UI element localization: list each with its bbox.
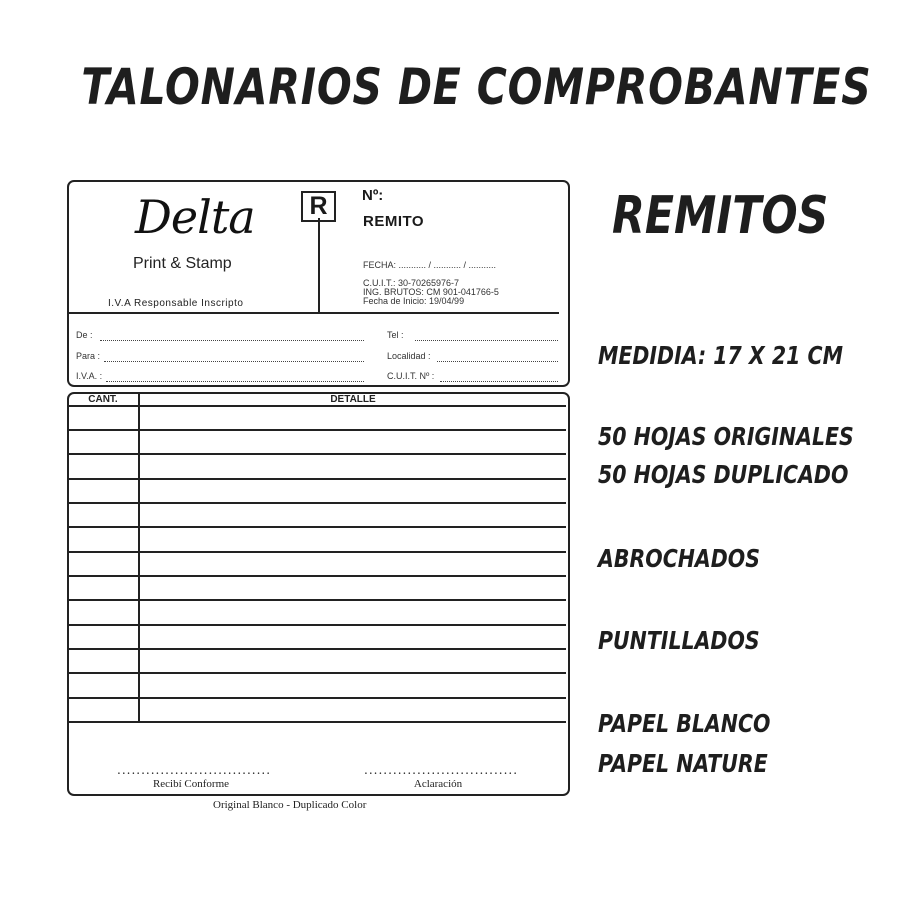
spec-binding: ABROCHADOS xyxy=(598,544,760,573)
fecha-field: FECHA: ........... / ........... / ........... xyxy=(363,260,497,270)
table-row-rule xyxy=(69,575,566,577)
spec-perforation: PUNTILLADOS xyxy=(598,626,760,655)
table-row-rule xyxy=(69,526,566,528)
table-row-rule xyxy=(69,624,566,626)
spec-duplicates: 50 HOJAS DUPLICADO xyxy=(598,460,849,489)
table-row-rule xyxy=(69,599,566,601)
table-row-rule xyxy=(69,478,566,480)
spec-size: MEDIDIA: 17 X 21 CM xyxy=(598,341,844,370)
table-row-rule xyxy=(69,648,566,650)
clarification-signature-line[interactable]: ................................ xyxy=(364,763,519,777)
received-label: Recibí Conforme xyxy=(152,778,230,790)
cuit-no-line[interactable] xyxy=(440,381,558,382)
clarification-label: Aclaración xyxy=(413,778,463,790)
page-title: TALONARIOS DE COMPROBANTES xyxy=(81,58,872,116)
table-row-rule xyxy=(69,697,566,699)
spec-paper-nature: PAPEL NATURE xyxy=(598,749,768,778)
table-row-rule xyxy=(69,721,566,723)
cuit-text: C.U.I.T.: 30-70265976-7 xyxy=(363,278,460,288)
received-signature-line[interactable]: ................................ xyxy=(117,763,272,777)
tel-line[interactable] xyxy=(415,340,558,341)
de-label: De : xyxy=(76,330,93,340)
doc-type-heading: REMITOS xyxy=(612,186,829,246)
col-detail-header: DETALLE xyxy=(330,394,376,405)
spec-paper-white: PAPEL BLANCO xyxy=(598,709,771,738)
table-row-rule xyxy=(69,551,566,553)
brand-logo: Delta xyxy=(135,190,255,244)
table-row-rule xyxy=(69,502,566,504)
number-label: Nº: xyxy=(362,187,384,204)
table-header-rule xyxy=(69,405,566,407)
table-row-rule xyxy=(69,672,566,674)
letter-box: R xyxy=(301,191,336,222)
localidad-line[interactable] xyxy=(437,361,558,362)
spec-originals: 50 HOJAS ORIGINALES xyxy=(598,422,854,451)
iva-label: I.V.A. : xyxy=(76,371,103,381)
header-divider xyxy=(69,312,559,314)
doc-name: REMITO xyxy=(363,213,425,230)
tel-label: Tel : xyxy=(387,330,404,340)
col-qty-header: CANT. xyxy=(88,394,118,405)
iva-status: I.V.A Responsable Inscripto xyxy=(108,298,244,309)
copies-note: Original Blanco - Duplicado Color xyxy=(213,799,367,811)
de-line[interactable] xyxy=(100,340,364,341)
start-date-text: Fecha de Inicio: 19/04/99 xyxy=(363,296,465,306)
table-row-rule xyxy=(69,429,566,431)
para-label: Para : xyxy=(76,351,101,361)
cuit-no-label: C.U.I.T. Nº : xyxy=(387,371,435,381)
letter-stem xyxy=(318,218,320,313)
ing-brutos-text: ING. BRUTOS: CM 901-041766-5 xyxy=(363,287,499,297)
iva-line[interactable] xyxy=(106,381,364,382)
localidad-label: Localidad : xyxy=(387,351,431,361)
table-row-rule xyxy=(69,453,566,455)
para-line[interactable] xyxy=(104,361,364,362)
brand-subtitle: Print & Stamp xyxy=(133,255,232,272)
